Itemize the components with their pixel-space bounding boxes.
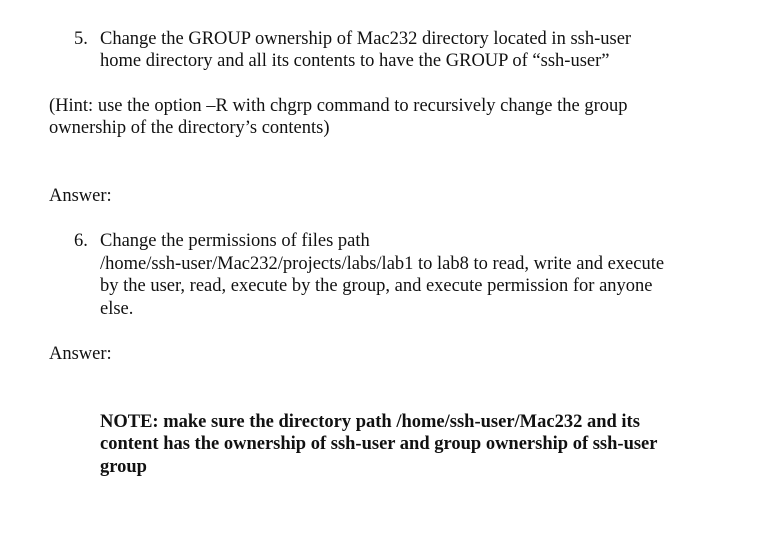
question-6-line: else. — [100, 299, 134, 319]
answer-label: Answer: — [49, 186, 112, 206]
hint-line: (Hint: use the option –R with chgrp command to recursively change the group — [49, 96, 628, 116]
question-6-line: Change the permissions of files path — [100, 231, 370, 251]
question-6-number: 6. — [74, 231, 88, 251]
question-6-line: by the user, read, execute by the group, and execute permission for anyone — [100, 276, 653, 296]
note-line: group — [100, 457, 147, 477]
question-6-line: /home/ssh-user/Mac232/projects/labs/lab1 to lab8 to read, write and execute — [100, 254, 665, 274]
hint-line: ownership of the directory’s contents) — [49, 118, 330, 138]
note-line: content has the ownership of ssh-user and group ownership of ssh-user — [100, 434, 658, 454]
question-5-number: 5. — [74, 29, 88, 49]
answer-label: Answer: — [49, 344, 112, 364]
question-5-line: Change the GROUP ownership of Mac232 directory located in ssh-user — [100, 29, 632, 49]
note-line: NOTE: make sure the directory path /home/ssh-user/Mac232 and its — [100, 412, 640, 432]
question-5-line: home directory and all its contents to have the GROUP of “ssh-user” — [100, 51, 610, 71]
